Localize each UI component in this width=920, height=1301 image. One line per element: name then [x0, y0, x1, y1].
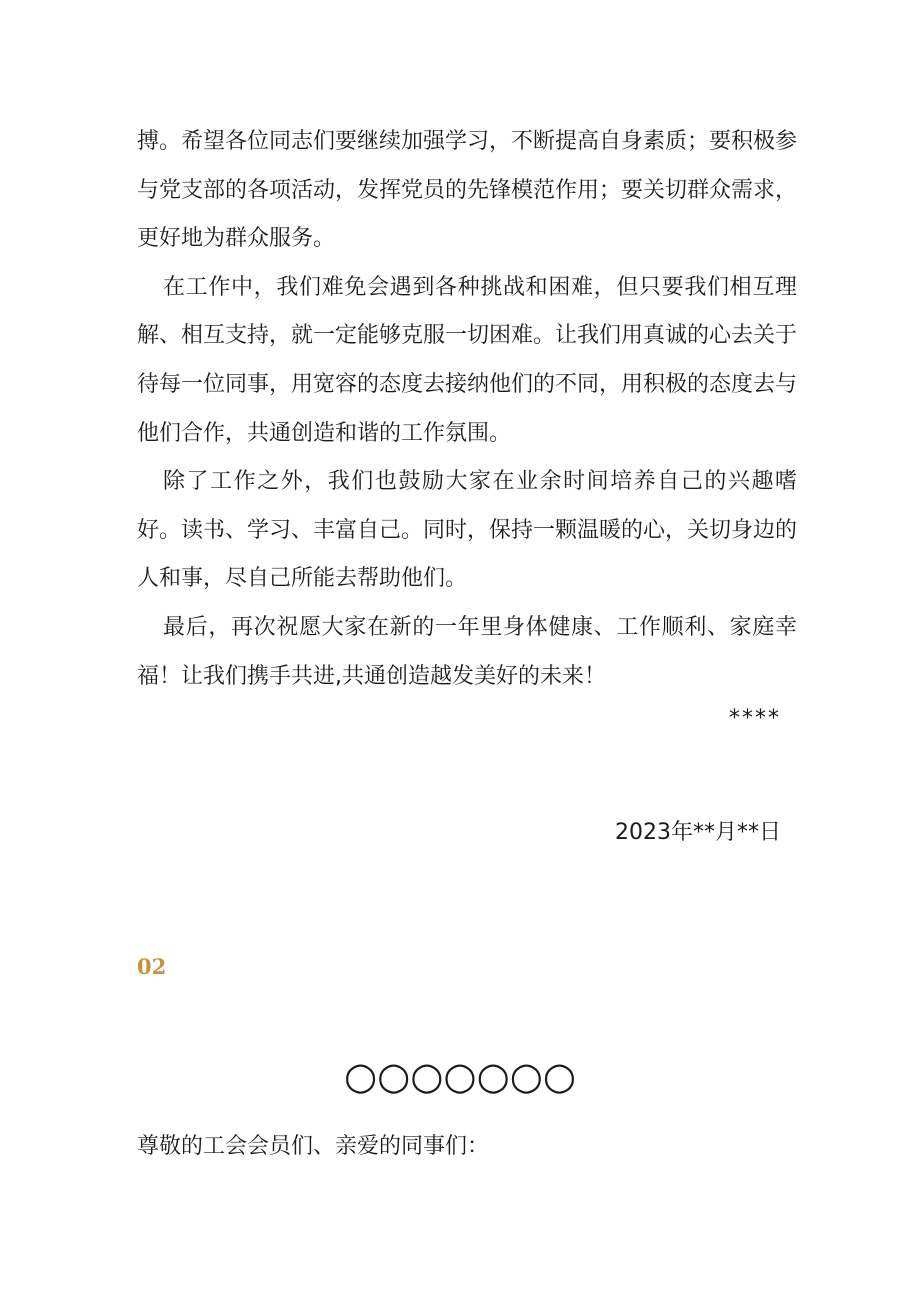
signature: ****: [729, 706, 781, 731]
paragraph-2: 在工作中，我们难免会遇到各种挑战和困难，但只要我们相互理解、相互支持，就一定能够克服一切困难。让我们用真诚的心去关于待每一位同事，用宽容的态度去接纳他们的不同，用积极的态度去与他们合作，共通创造和谐的工作氛围。: [137, 274, 798, 446]
letter-date: 2023年**月**日: [615, 820, 781, 845]
paragraph-1: 搏。希望各位同志们要继续加强学习，不断提高自身素质；要积极参与党支部的各项活动，发挥党员的先锋模范作用；要关切群众需求，更好地为群众服务。: [137, 129, 798, 252]
section-title: ○○○○○○○: [343, 1054, 577, 1098]
section-number: 02: [137, 954, 167, 979]
paragraph-3: 除了工作之外，我们也鼓励大家在业余时间培养自己的兴趣嗜好。读书、学习、丰富自己。同时，保持一颗温暖的心，关切身边的人和事，尽自己所能去帮助他们。: [137, 469, 798, 592]
letter-body: [137, 118, 797, 701]
paragraph-4: 最后，再次祝愿大家在新的一年里身体健康、工作顺利、家庭幸福！让我们携手共进,共通创造越发美好的未来！: [137, 614, 797, 689]
salutation: 尊敬的工会会员们、亲爱的同事们：: [137, 1134, 490, 1159]
